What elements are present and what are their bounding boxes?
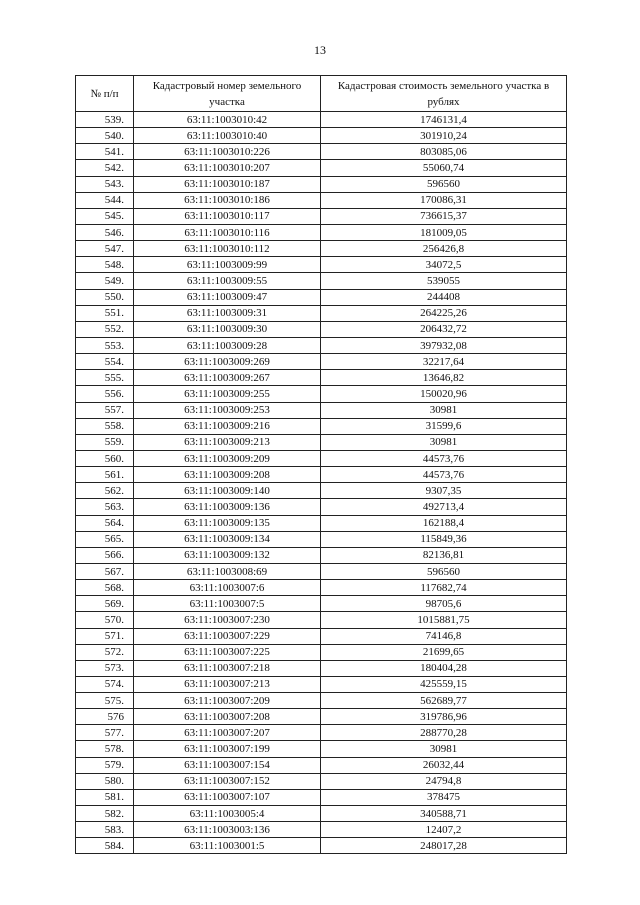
table-row [76,483,567,499]
header-cadastral-number: Кадастровый номер земельного участка [134,76,321,112]
table-row [76,596,567,612]
row-number-cell: 545. [76,208,134,224]
table-row [76,305,567,321]
table-row [76,547,567,563]
row-number-cell: 561. [76,467,134,483]
cadastral-number-cell: 63:11:1003007:208 [134,709,321,725]
cadastral-number-cell: 63:11:1003009:135 [134,515,321,531]
cadastral-number-cell: 63:11:1003007:107 [134,789,321,805]
table-row [76,563,567,579]
row-number-cell: 571. [76,628,134,644]
table-row [76,822,567,838]
cadastral-value-cell: 21699,65 [321,644,567,660]
cadastral-number-cell: 63:11:1003009:99 [134,257,321,273]
cadastral-value-cell: 82136,81 [321,547,567,563]
cadastral-number-cell: 63:11:1003007:230 [134,612,321,628]
cadastral-number-cell: 63:11:1003009:253 [134,402,321,418]
cadastral-value-cell: 162188,4 [321,515,567,531]
cadastral-value-cell: 244408 [321,289,567,305]
cadastral-value-cell: 319786,96 [321,709,567,725]
row-number-cell: 568. [76,580,134,596]
cadastral-number-cell: 63:11:1003009:47 [134,289,321,305]
cadastral-number-cell: 63:11:1003007:199 [134,741,321,757]
table-row [76,644,567,660]
cadastral-value-cell: 26032,44 [321,757,567,773]
page-number: 13 [314,43,326,57]
cadastral-number-cell: 63:11:1003009:134 [134,531,321,547]
table-row [76,450,567,466]
row-number-cell: 554. [76,354,134,370]
header-row-number: № п/п [76,76,134,112]
cadastral-number-cell: 63:11:1003009:136 [134,499,321,515]
cadastral-value-cell: 34072,5 [321,257,567,273]
cadastral-value-cell: 288770,28 [321,725,567,741]
table-row [76,531,567,547]
cadastral-number-cell: 63:11:1003005:4 [134,806,321,822]
cadastral-value-cell: 30981 [321,434,567,450]
table-header-row [76,76,567,112]
table-row [76,289,567,305]
table-row [76,370,567,386]
row-number-cell: 566. [76,547,134,563]
cadastral-value-cell: 24794,8 [321,773,567,789]
cadastral-number-cell: 63:11:1003009:208 [134,467,321,483]
table-row [76,144,567,160]
row-number-cell: 574. [76,676,134,692]
row-number-cell: 582. [76,806,134,822]
row-number-cell: 548. [76,257,134,273]
table-row [76,806,567,822]
row-number-cell: 579. [76,757,134,773]
cadastral-value-cell: 256426,8 [321,241,567,257]
row-number-cell: 552. [76,321,134,337]
row-number-cell: 565. [76,531,134,547]
cadastral-value-cell: 596560 [321,176,567,192]
cadastral-number-cell: 63:11:1003003:136 [134,822,321,838]
cadastral-number-cell: 63:11:1003009:55 [134,273,321,289]
cadastral-value-cell: 74146,8 [321,628,567,644]
table-row [76,515,567,531]
table-row [76,273,567,289]
row-number-cell: 563. [76,499,134,515]
table-row [76,434,567,450]
table-body [76,112,567,854]
cadastral-number-cell: 63:11:1003010:187 [134,176,321,192]
cadastral-value-cell: 264225,26 [321,305,567,321]
cadastral-number-cell: 63:11:1003007:5 [134,596,321,612]
table-row [76,112,567,128]
cadastral-value-cell: 206432,72 [321,321,567,337]
table-row [76,467,567,483]
cadastral-value-cell: 150020,96 [321,386,567,402]
cadastral-number-cell: 63:11:1003010:112 [134,241,321,257]
cadastral-value-cell: 117682,74 [321,580,567,596]
row-number-cell: 539. [76,112,134,128]
table-row [76,337,567,353]
cadastral-number-cell: 63:11:1003007:209 [134,693,321,709]
table-row [76,224,567,240]
cadastral-value-cell: 492713,4 [321,499,567,515]
cadastral-number-cell: 63:11:1003010:226 [134,144,321,160]
row-number-cell: 578. [76,741,134,757]
table-row [76,725,567,741]
cadastral-number-cell: 63:11:1003010:116 [134,224,321,240]
cadastral-number-cell: 63:11:1003007:218 [134,660,321,676]
cadastral-number-cell: 63:11:1003010:207 [134,160,321,176]
row-number-cell: 555. [76,370,134,386]
cadastral-value-cell: 9307,35 [321,483,567,499]
table-row [76,321,567,337]
row-number-cell: 564. [76,515,134,531]
cadastral-number-cell: 63:11:1003010:40 [134,128,321,144]
cadastral-number-cell: 63:11:1003009:31 [134,305,321,321]
cadastral-number-cell: 63:11:1003007:154 [134,757,321,773]
cadastral-value-cell: 596560 [321,563,567,579]
cadastral-value-cell: 44573,76 [321,467,567,483]
cadastral-value-cell: 301910,24 [321,128,567,144]
row-number-cell: 542. [76,160,134,176]
cadastral-number-cell: 63:11:1003009:255 [134,386,321,402]
row-number-cell: 546. [76,224,134,240]
cadastral-number-cell: 63:11:1003010:42 [134,112,321,128]
row-number-cell: 556. [76,386,134,402]
cadastral-value-cell: 248017,28 [321,838,567,854]
table-row [76,789,567,805]
cadastral-number-cell: 63:11:1003007:152 [134,773,321,789]
cadastral-number-cell: 63:11:1003007:207 [134,725,321,741]
row-number-cell: 573. [76,660,134,676]
cadastral-value-cell: 181009,05 [321,224,567,240]
row-number-cell: 576 [76,709,134,725]
table-row [76,709,567,725]
cadastral-value-cell: 562689,77 [321,693,567,709]
row-number-cell: 558. [76,418,134,434]
row-number-cell: 557. [76,402,134,418]
row-number-cell: 581. [76,789,134,805]
cadastral-number-cell: 63:11:1003009:216 [134,418,321,434]
cadastral-value-table [75,75,567,854]
cadastral-value-cell: 30981 [321,741,567,757]
cadastral-value-cell: 44573,76 [321,450,567,466]
cadastral-value-cell: 1746131,4 [321,112,567,128]
row-number-cell: 580. [76,773,134,789]
cadastral-value-cell: 1015881,75 [321,612,567,628]
table-row [76,257,567,273]
row-number-cell: 572. [76,644,134,660]
cadastral-value-cell: 30981 [321,402,567,418]
table-row [76,386,567,402]
table-row [76,128,567,144]
cadastral-number-cell: 63:11:1003009:140 [134,483,321,499]
cadastral-value-cell: 98705,6 [321,596,567,612]
table-row [76,741,567,757]
table-row [76,580,567,596]
row-number-cell: 584. [76,838,134,854]
cadastral-number-cell: 63:11:1003007:6 [134,580,321,596]
cadastral-value-cell: 397932,08 [321,337,567,353]
table-row [76,241,567,257]
table-row [76,402,567,418]
table-row [76,208,567,224]
table-row [76,838,567,854]
header-cadastral-value: Кадастровая стоимость земельного участка в рублях [321,76,567,112]
table-row [76,354,567,370]
cadastral-value-cell: 55060,74 [321,160,567,176]
cadastral-value-cell: 340588,71 [321,806,567,822]
row-number-cell: 569. [76,596,134,612]
row-number-cell: 575. [76,693,134,709]
row-number-cell: 543. [76,176,134,192]
cadastral-number-cell: 63:11:1003010:186 [134,192,321,208]
cadastral-value-cell: 32217,64 [321,354,567,370]
cadastral-number-cell: 63:11:1003008:69 [134,563,321,579]
cadastral-number-cell: 63:11:1003009:267 [134,370,321,386]
table-row [76,192,567,208]
cadastral-number-cell: 63:11:1003010:117 [134,208,321,224]
cadastral-value-cell: 378475 [321,789,567,805]
cadastral-number-cell: 63:11:1003007:229 [134,628,321,644]
table-row [76,499,567,515]
row-number-cell: 560. [76,450,134,466]
row-number-cell: 562. [76,483,134,499]
cadastral-value-cell: 31599,6 [321,418,567,434]
cadastral-value-cell: 12407,2 [321,822,567,838]
row-number-cell: 540. [76,128,134,144]
row-number-cell: 559. [76,434,134,450]
row-number-cell: 577. [76,725,134,741]
table-row [76,612,567,628]
cadastral-value-cell: 13646,82 [321,370,567,386]
cadastral-value-cell: 539055 [321,273,567,289]
cadastral-value-cell: 170086,31 [321,192,567,208]
cadastral-value-cell: 425559,15 [321,676,567,692]
row-number-cell: 547. [76,241,134,257]
row-number-cell: 551. [76,305,134,321]
row-number-cell: 541. [76,144,134,160]
cadastral-number-cell: 63:11:1003009:30 [134,321,321,337]
table-row [76,176,567,192]
cadastral-value-cell: 180404,28 [321,660,567,676]
table-row [76,418,567,434]
row-number-cell: 567. [76,563,134,579]
cadastral-number-cell: 63:11:1003007:225 [134,644,321,660]
cadastral-number-cell: 63:11:1003007:213 [134,676,321,692]
table-row [76,160,567,176]
cadastral-number-cell: 63:11:1003009:213 [134,434,321,450]
row-number-cell: 583. [76,822,134,838]
table-row [76,773,567,789]
row-number-cell: 544. [76,192,134,208]
table-row [76,757,567,773]
cadastral-value-cell: 803085,06 [321,144,567,160]
cadastral-number-cell: 63:11:1003009:28 [134,337,321,353]
table-row [76,693,567,709]
cadastral-number-cell: 63:11:1003001:5 [134,838,321,854]
row-number-cell: 550. [76,289,134,305]
cadastral-number-cell: 63:11:1003009:209 [134,450,321,466]
cadastral-value-cell: 736615,37 [321,208,567,224]
table-row [76,660,567,676]
cadastral-number-cell: 63:11:1003009:132 [134,547,321,563]
table-row [76,628,567,644]
row-number-cell: 553. [76,337,134,353]
cadastral-value-cell: 115849,36 [321,531,567,547]
cadastral-number-cell: 63:11:1003009:269 [134,354,321,370]
row-number-cell: 549. [76,273,134,289]
table-row [76,676,567,692]
row-number-cell: 570. [76,612,134,628]
